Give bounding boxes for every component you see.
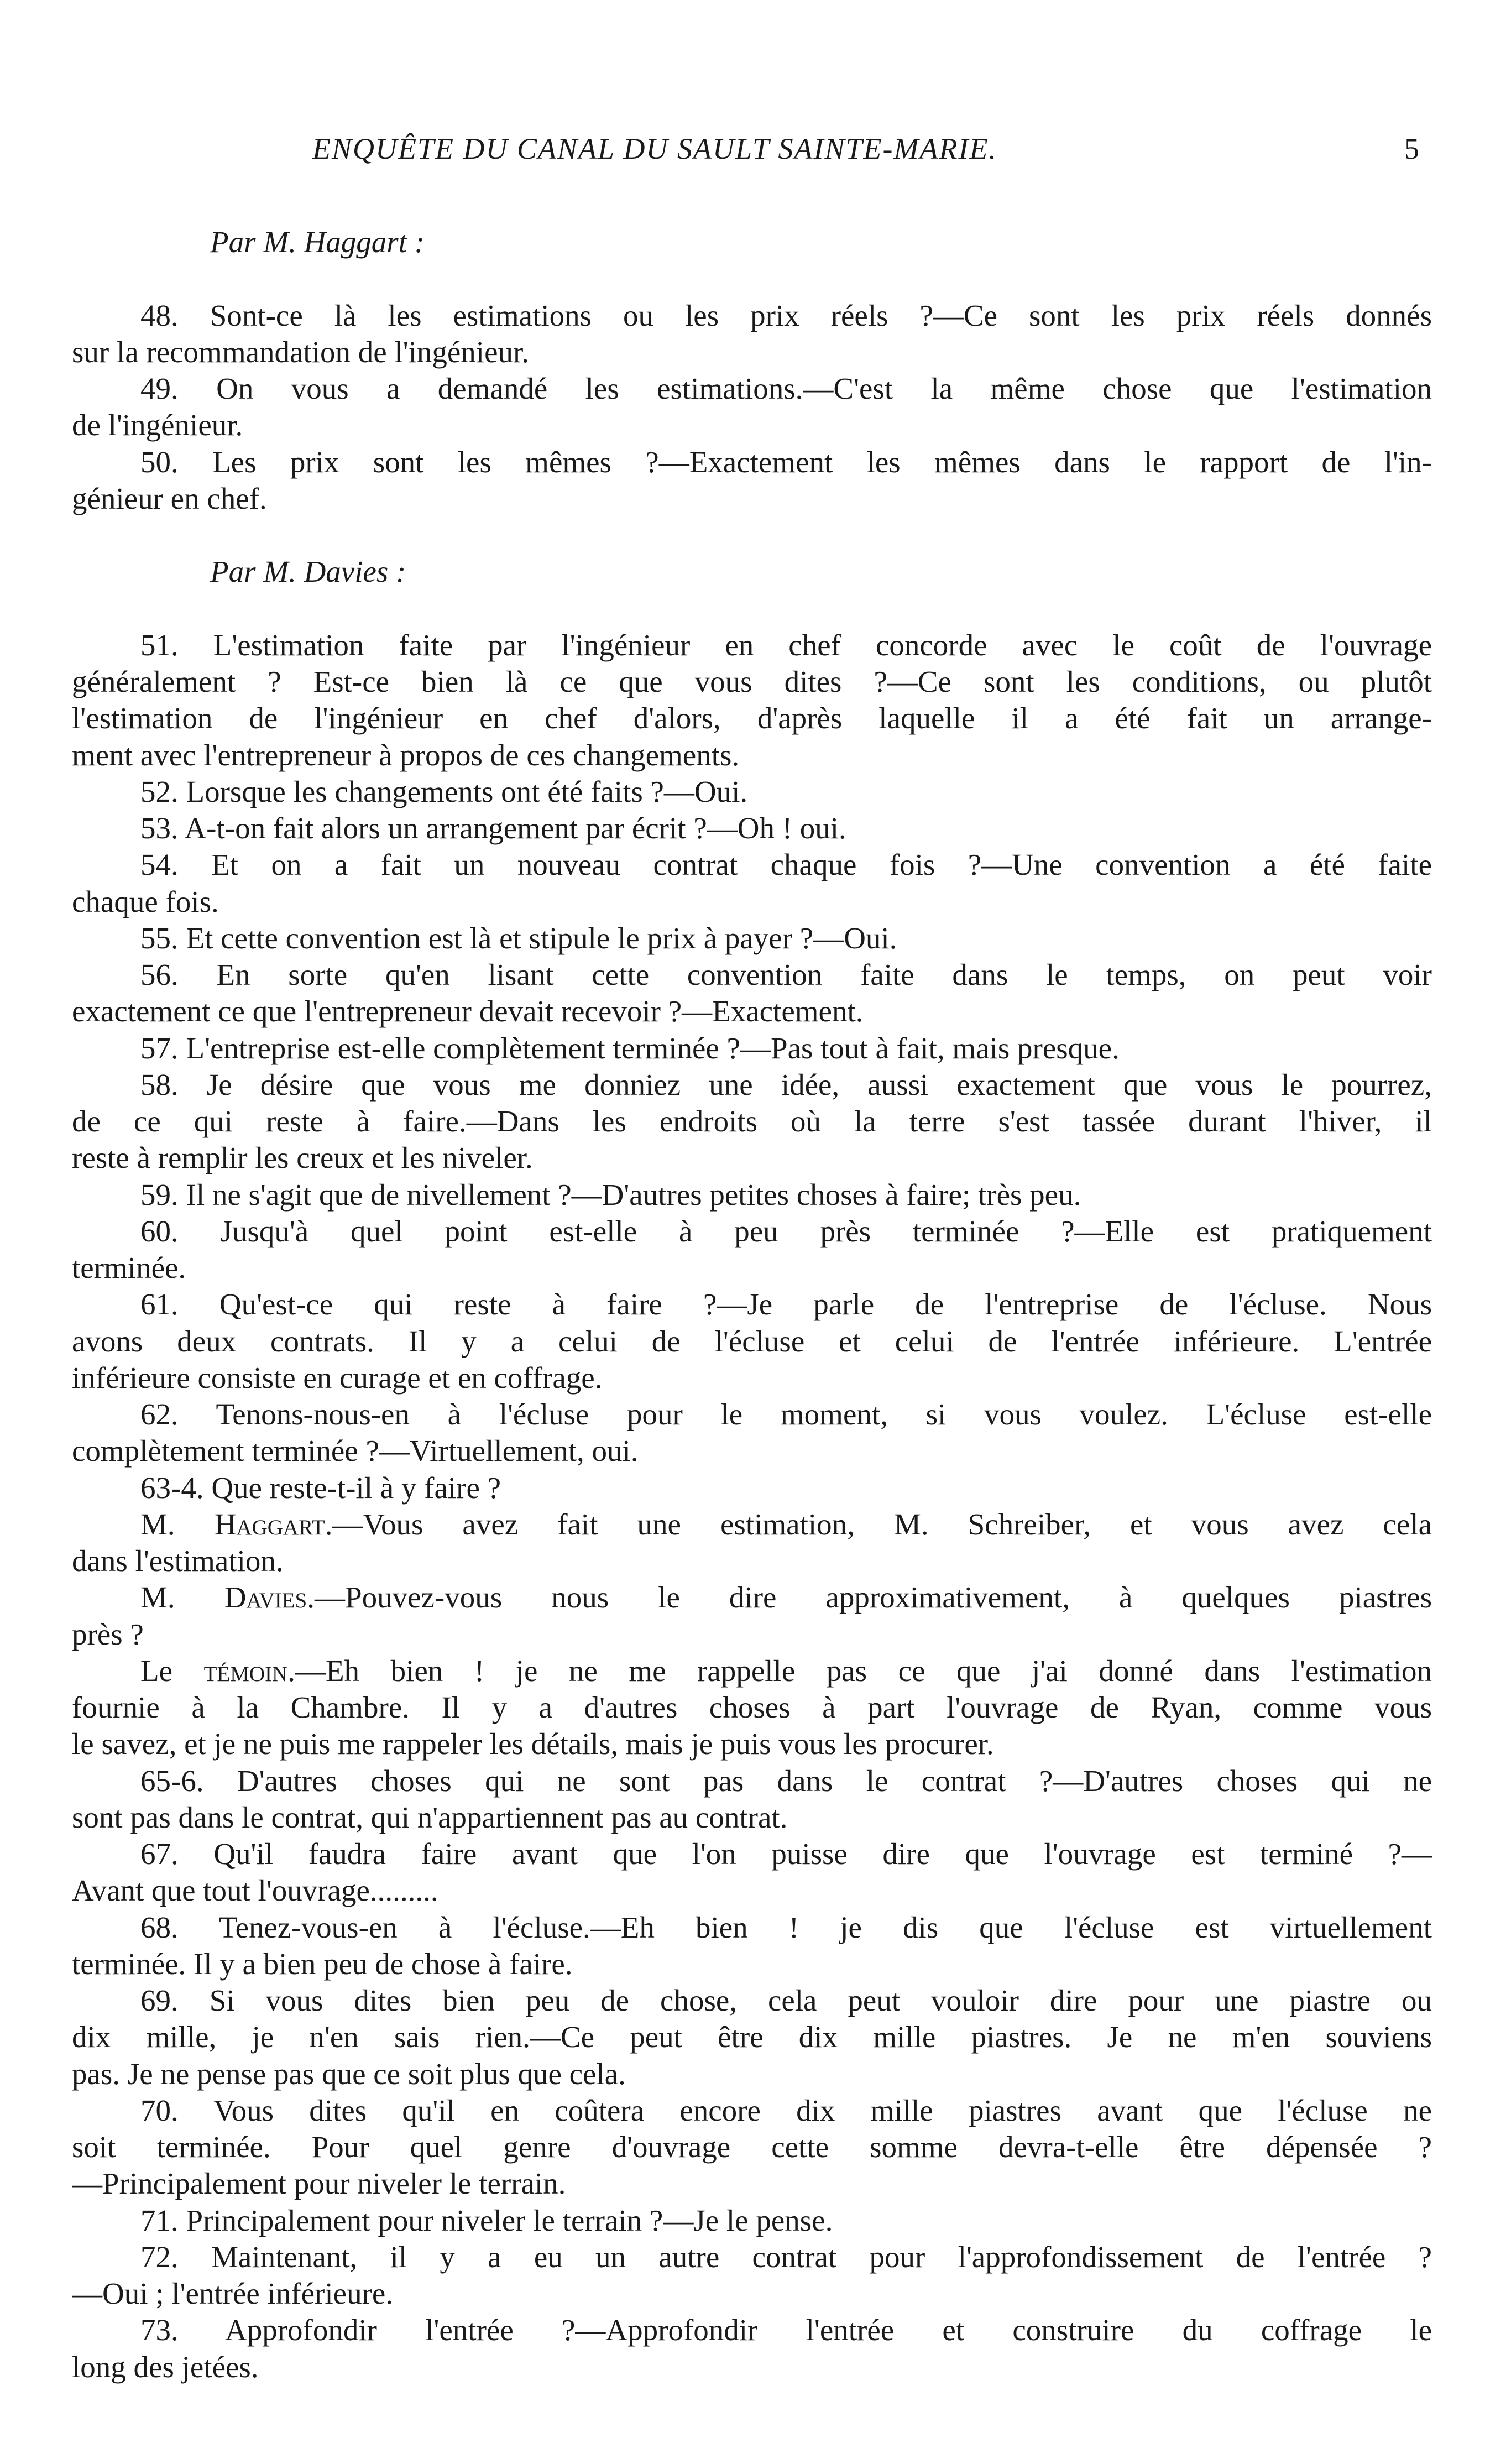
text-line: ment avec l'entrepreneur à propos de ces changements. <box>72 738 740 772</box>
text-line: Avant que tout l'ouvrage......... <box>72 1873 438 1908</box>
text-line: 69. Si vous dites bien peu de chose, cela peut vouloir dire pour une piastre ou <box>140 1983 1432 2017</box>
text-line: 62. Tenons-nous-en à l'écluse pour le moment, si vous voulez. L'écluse est-elle <box>140 1397 1432 1431</box>
text-line: dix mille, je n'en sais rien.—Ce peut être dix mille piastres. Je ne m'en souviens <box>72 2020 1432 2054</box>
text-line: 52. Lorsque les changements ont été faits ?—Oui. <box>140 774 748 808</box>
text-line: génieur en chef. <box>72 481 267 515</box>
text-line: 58. Je désire que vous me donniez une idée, aussi exactement que vous le pourrez, <box>140 1067 1432 1102</box>
text-line: inférieure consiste en curage et en coffrage. <box>72 1360 603 1395</box>
text-line: exactement ce que l'entrepreneur devait recevoir ?—Exactement. <box>72 994 864 1029</box>
text-line: 56. En sorte qu'en lisant cette convention faite dans le temps, on peut voir <box>140 958 1432 991</box>
page-header <box>0 132 1506 170</box>
blank-line <box>72 260 1432 297</box>
blank-line <box>72 591 1432 627</box>
text-line: pas. Je ne pense pas que ce soit plus que cela. <box>72 2056 626 2091</box>
speaker-text: —Pouvez-vous nous le dire approximativement, à quelques piastres <box>315 1580 1432 1615</box>
text-line: 68. Tenez-vous-en à l'écluse.—Eh bien ! je dis que l'écluse est virtuellement <box>140 1910 1432 1944</box>
section-heading: Par M. Davies : <box>210 555 406 589</box>
text-line: dans l'estimation. <box>72 1544 284 1578</box>
text-line: le savez, et je ne puis me rappeler les détails, mais je puis vous les procurer. <box>72 1727 994 1761</box>
text-line: 67. Qu'il faudra faire avant que l'on puisse dire que l'ouvrage est terminé ?— <box>140 1837 1432 1871</box>
text-line: 51. L'estimation faite par l'ingénieur en chef concorde avec le coût de l'ouvrage <box>140 628 1432 662</box>
text-line: 54. Et on a fait un nouveau contrat chaque fois ?—Une convention a été faite <box>140 848 1432 882</box>
text-line: sur la recommandation de l'ingénieur. <box>72 335 530 369</box>
text-line: 70. Vous dites qu'il en coûtera encore dix mille piastres avant que l'écluse ne <box>140 2093 1432 2127</box>
speaker-name: témoin. <box>203 1653 295 1688</box>
text-line: —Principalement pour niveler le terrain. <box>72 2167 566 2201</box>
blank-line <box>72 517 1432 554</box>
text-line: près ? <box>72 1617 144 1651</box>
text-line: 71. Principalement pour niveler le terrain ?—Je le pense. <box>140 2203 833 2237</box>
text-line: 73. Approfondir l'entrée ?—Approfondir l'entrée et construire du coffrage le <box>140 2313 1432 2347</box>
text-line: chaque fois. <box>72 884 219 918</box>
speaker-name: M. Haggart. <box>140 1507 333 1541</box>
text-line: de l'ingénieur. <box>72 408 243 442</box>
text-line: de ce qui reste à faire.—Dans les endroits où la terre s'est tassée durant l'hiver, il <box>72 1104 1432 1138</box>
text-line <box>72 1506 1432 1543</box>
text-line: —Oui ; l'entrée inférieure. <box>72 2277 394 2310</box>
text-line: fournie à la Chambre. Il y a d'autres choses à part l'ouvrage de Ryan, comme vous <box>72 1690 1432 1724</box>
section-heading: Par M. Haggart : <box>210 225 425 259</box>
text-line: 59. Il ne s'agit que de nivellement ?—D'autres petites choses à faire; très peu. <box>140 1177 1081 1212</box>
speaker-text: —Eh bien ! je ne me rappelle pas ce que j'ai donné dans l'estimation <box>295 1653 1432 1688</box>
text-line: sont pas dans le contrat, qui n'appartiennent pas au contrat. <box>72 1800 788 1834</box>
text-line: complètement terminée ?—Virtuellement, oui. <box>72 1434 639 1468</box>
text-line: généralement ? Est-ce bien là ce que vous dites ?—Ce sont les conditions, ou plutôt <box>72 665 1432 698</box>
text-line: 50. Les prix sont les mêmes ?—Exactement les mêmes dans le rapport de l'in- <box>140 445 1432 479</box>
text-line: avons deux contrats. Il y a celui de l'écluse et celui de l'entrée inférieure. L'entrée <box>72 1324 1432 1358</box>
speaker-text: —Vous avez fait une estimation, M. Schreiber, et vous avez cela <box>332 1507 1432 1541</box>
page-number: 5 <box>1404 132 1419 165</box>
text-line: 72. Maintenant, il y a eu un autre contrat pour l'approfondissement de l'entrée ? <box>140 2239 1432 2274</box>
text-line: 53. A-t-on fait alors un arrangement par écrit ?—Oh ! oui. <box>140 811 846 845</box>
text-line <box>72 1653 1432 1689</box>
speaker-prefix: Le <box>140 1653 204 1688</box>
text-line: soit terminée. Pour quel genre d'ouvrage cette somme devra-t-elle être dépensée ? <box>72 2130 1432 2164</box>
running-title: ENQUÊTE DU CANAL DU SAULT SAINTE-MARIE. <box>312 132 997 165</box>
text-line: 49. On vous a demandé les estimations.—C'est la même chose que l'estimation <box>140 372 1432 405</box>
text-line: 61. Qu'est-ce qui reste à faire ?—Je parle de l'entreprise de l'écluse. Nous <box>140 1287 1432 1322</box>
text-line: long des jetées. <box>72 2350 259 2384</box>
text-line: 57. L'entreprise est-elle complètement terminée ?—Pas tout à fait, mais presque. <box>140 1031 1120 1065</box>
text-line: 48. Sont-ce là les estimations ou les prix réels ?—Ce sont les prix réels donnés <box>140 298 1432 332</box>
body-text <box>72 224 1432 2385</box>
text-line: l'estimation de l'ingénieur en chef d'alors, d'après laquelle il a été fait un arrange- <box>72 701 1432 735</box>
text-line: 65-6. D'autres choses qui ne sont pas dans le contrat ?—D'autres choses qui ne <box>140 1763 1432 1798</box>
text-line: 60. Jusqu'à quel point est-elle à peu près terminée ?—Elle est pratiquement <box>140 1214 1432 1248</box>
text-line: terminée. Il y a bien peu de chose à faire. <box>72 1946 573 1981</box>
text-line: 63-4. Que reste-t-il à y faire ? <box>140 1470 501 1505</box>
text-line: terminée. <box>72 1251 186 1285</box>
speaker-name: M. Davies. <box>140 1580 315 1615</box>
text-line: 55. Et cette convention est là et stipule le prix à payer ?—Oui. <box>140 921 897 955</box>
text-line: reste à remplir les creux et les niveler. <box>72 1141 533 1175</box>
text-line <box>72 1579 1432 1616</box>
